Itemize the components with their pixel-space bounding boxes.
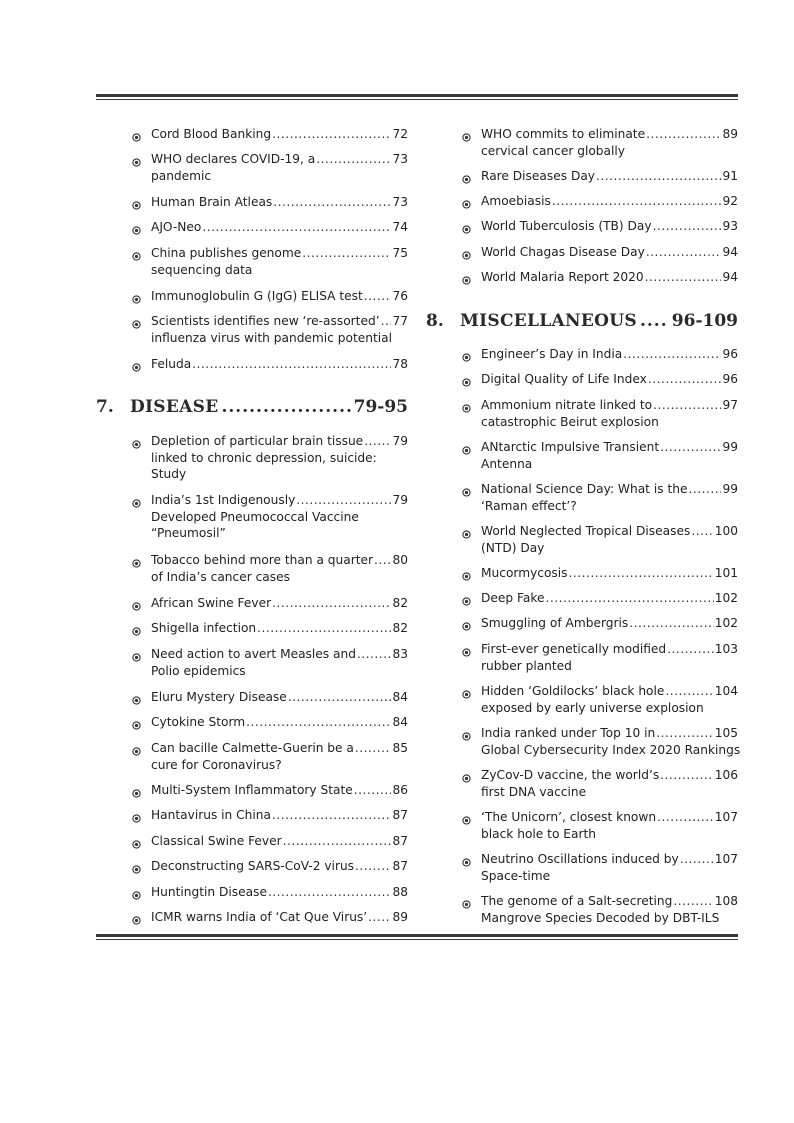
page-number: 73 (392, 195, 408, 209)
bullet-icon (132, 862, 141, 871)
dot-leader (552, 193, 722, 210)
entry-title: Amoebiasis (481, 194, 551, 208)
entry-title: ‘The Unicorn’, closest known (481, 810, 657, 824)
entry-title-continued: pandemic (151, 168, 212, 183)
bullet-icon (132, 888, 141, 897)
dot-leader (653, 218, 722, 235)
dot-leader (355, 740, 392, 757)
page-number: 107 (714, 810, 738, 824)
bullet-icon (462, 771, 471, 780)
entry-title: Scientists identifies new ‘re-assorted’ (151, 314, 380, 328)
page-number: 85 (392, 741, 408, 755)
page-number: 107 (714, 852, 738, 866)
page-number: 80 (392, 553, 408, 567)
bullet-icon (132, 811, 141, 820)
dot-leader (657, 809, 714, 826)
entry-title-continued: linked to chronic depression, suicide: (151, 450, 377, 465)
entry-title: Multi-System Inflammatory State (151, 783, 353, 797)
bullet-icon (462, 401, 471, 410)
bullet-icon (462, 813, 471, 822)
dot-leader (272, 595, 391, 612)
dot-leader (381, 313, 392, 330)
dot-leader (272, 807, 392, 824)
page-number: 96 (722, 347, 738, 361)
entry-title: Can bacille Calmette-Guerin be a (151, 741, 354, 755)
bullet-icon (132, 317, 141, 326)
dot-leader (202, 219, 391, 236)
entry-title: ANtarctic Impulsive Transient (481, 440, 660, 454)
entry-title-continued: influenza virus with pandemic potential (151, 330, 392, 345)
bullet-icon (462, 645, 471, 654)
section-title: DISEASE (130, 397, 219, 417)
page-number: 96 (722, 372, 738, 386)
bullet-icon (132, 198, 141, 207)
bullet-icon (132, 744, 141, 753)
page-number: 84 (392, 690, 408, 704)
entry-title-continued: cervical cancer globally (481, 143, 625, 158)
dot-leader (623, 346, 721, 363)
dot-leader (656, 725, 714, 742)
entry-title-continued: sequencing data (151, 262, 253, 277)
page-number: 84 (392, 715, 408, 729)
bullet-icon (462, 443, 471, 452)
bullet-icon (462, 855, 471, 864)
page-number: 106 (714, 768, 738, 782)
bullet-icon (462, 197, 471, 206)
entry-title: Huntingtin Disease (151, 885, 267, 899)
entry-title: India ranked under Top 10 in (481, 726, 656, 740)
entry-title: Cord Blood Banking (151, 127, 272, 141)
entry-title: Neutrino Oscillations induced by (481, 852, 679, 866)
page-number: 103 (714, 642, 738, 656)
bullet-icon (132, 292, 141, 301)
bullet-icon (462, 569, 471, 578)
page-number: 73 (392, 152, 408, 166)
dot-leader (272, 126, 391, 143)
entry-title-continued: exposed by early universe explosion (481, 700, 704, 715)
dot-leader (545, 590, 713, 607)
bullet-icon (462, 619, 471, 628)
page-number: 79 (392, 434, 408, 448)
entry-title-continued: catastrophic Beirut explosion (481, 414, 659, 429)
entry-title: Digital Quality of Life Index (481, 372, 647, 386)
bullet-icon (132, 556, 141, 565)
bullet-icon (132, 249, 141, 258)
entry-title: Rare Diseases Day (481, 169, 596, 183)
entry-title: Deconstructing SARS-CoV-2 virus (151, 859, 355, 873)
entry-title: Eluru Mystery Disease (151, 690, 287, 704)
entry-title: African Swine Fever (151, 596, 272, 610)
dot-leader (648, 371, 722, 388)
bullet-icon (462, 897, 471, 906)
page-number: 77 (392, 314, 408, 328)
dot-leader (673, 893, 713, 910)
bullet-icon (462, 222, 471, 231)
section-page-range: 79-95 (353, 397, 408, 417)
entry-title: First-ever genetically modified (481, 642, 667, 656)
dot-leader (296, 492, 391, 509)
entry-title: National Science Day: What is the (481, 482, 688, 496)
dot-leader (246, 714, 391, 731)
dot-leader (283, 833, 392, 850)
page-number: 76 (392, 289, 408, 303)
page-number: 105 (714, 726, 738, 740)
page-number: 104 (714, 684, 738, 698)
dot-leader (374, 552, 391, 569)
page-number: 86 (392, 783, 408, 797)
entry-title-continued: “Pneumosil” (151, 526, 226, 540)
dot-leader (354, 782, 392, 799)
dot-leader (288, 689, 392, 706)
page-number: 102 (714, 591, 738, 605)
section-heading-disease[interactable] (96, 397, 408, 417)
section-number: 8. (426, 311, 444, 331)
entry-title: Need action to avert Measles and (151, 647, 356, 661)
page-number: 97 (722, 398, 738, 412)
dot-leader (667, 641, 714, 658)
entry-title: China publishes genome (151, 246, 302, 260)
bullet-icon (462, 273, 471, 282)
dot-leader (355, 858, 391, 875)
entry-title-continued: Global Cybersecurity Index 2020 Rankings (481, 742, 741, 757)
bullet-icon (132, 837, 141, 846)
dot-leader (688, 481, 721, 498)
dot-leader (316, 151, 391, 168)
entry-title-continued: Polio epidemics (151, 663, 246, 678)
page-number: 99 (722, 482, 738, 496)
entry-title: Human Brain Atleas (151, 195, 273, 209)
entry-title: India’s 1st Indigenously (151, 493, 296, 507)
dot-leader (646, 126, 721, 143)
entry-title: World Chagas Disease Day (481, 245, 645, 259)
entry-title: Hantavirus in China (151, 808, 271, 822)
section-page-range: 96-109 (671, 311, 738, 331)
bullet-icon (462, 527, 471, 536)
bullet-icon (462, 594, 471, 603)
dot-leader (660, 767, 714, 784)
page-number: 108 (714, 894, 738, 908)
entry-title: WHO declares COVID-19, a (151, 152, 316, 166)
page-number: 82 (392, 621, 408, 635)
page-number: 100 (714, 524, 738, 538)
bullet-icon (132, 360, 141, 369)
page-number: 94 (722, 245, 738, 259)
dot-leader (368, 909, 391, 926)
page-number: 89 (392, 910, 408, 924)
bullet-icon (462, 375, 471, 384)
bullet-icon (462, 172, 471, 181)
bottom-rule (96, 934, 738, 940)
page-number: 102 (714, 616, 738, 630)
section-heading-miscellaneous[interactable] (426, 311, 738, 331)
entry-title: Feluda (151, 357, 192, 371)
entry-title: Mucormycosis (481, 566, 568, 580)
dot-leader (640, 311, 669, 331)
dot-leader (660, 439, 721, 456)
bullet-icon (132, 624, 141, 633)
page-number: 87 (392, 808, 408, 822)
entry-title: Tobacco behind more than a quarter (151, 553, 374, 567)
bullet-icon (132, 437, 141, 446)
page-number: 101 (714, 566, 738, 580)
top-rule (96, 94, 738, 100)
page-number: 87 (392, 834, 408, 848)
dot-leader (596, 168, 721, 185)
bullet-icon (462, 350, 471, 359)
entry-title: Smuggling of Ambergris (481, 616, 629, 630)
bullet-icon (462, 248, 471, 257)
dot-leader (364, 288, 392, 305)
dot-leader (268, 884, 392, 901)
bullet-icon (462, 729, 471, 738)
page-number: 93 (722, 219, 738, 233)
dot-leader (302, 245, 391, 262)
page-number: 72 (392, 127, 408, 141)
page-number: 99 (722, 440, 738, 454)
bullet-icon (132, 786, 141, 795)
bullet-icon (132, 650, 141, 659)
bullet-icon (462, 130, 471, 139)
page-number: 92 (722, 194, 738, 208)
page-number: 89 (722, 127, 738, 141)
page-number: 91 (722, 169, 738, 183)
dot-leader (680, 851, 714, 868)
page-number: 79 (392, 493, 408, 507)
entry-title: Engineer’s Day in India (481, 347, 623, 361)
bullet-icon (132, 913, 141, 922)
entry-title-continued: Study (151, 467, 187, 481)
dot-leader (273, 194, 391, 211)
section-title: MISCELLANEOUS (460, 311, 637, 331)
entry-title-continued: of India’s cancer cases (151, 569, 290, 584)
dot-leader (629, 615, 713, 632)
entry-title: World Malaria Report 2020 (481, 270, 644, 284)
entry-title-continued: first DNA vaccine (481, 784, 587, 799)
page-number: 82 (392, 596, 408, 610)
entry-title-continued: Developed Pneumococcal Vaccine (151, 509, 359, 524)
dot-leader (364, 433, 391, 450)
entry-title: Deep Fake (481, 591, 545, 605)
page-number: 74 (392, 220, 408, 234)
entry-title: ICMR warns India of ‘Cat Que Virus’ (151, 910, 368, 924)
dot-leader (645, 269, 722, 286)
dot-leader (653, 397, 721, 414)
dot-leader (221, 397, 350, 417)
entry-title: Depletion of particular brain tissue (151, 434, 364, 448)
entry-title: AJO-Neo (151, 220, 202, 234)
bullet-icon (132, 599, 141, 608)
entry-title-continued: Mangrove Species Decoded by DBT-ILS (481, 910, 720, 925)
bullet-icon (132, 223, 141, 232)
entry-title-continued: ‘Raman effect’? (481, 498, 577, 513)
entry-title: ZyCov-D vaccine, the world’s (481, 768, 660, 782)
entry-title-continued: cure for Coronavirus? (151, 757, 282, 772)
page-number: 94 (722, 270, 738, 284)
entry-title: The genome of a Salt-secreting (481, 894, 673, 908)
page-number: 87 (392, 859, 408, 873)
page-number: 83 (392, 647, 408, 661)
dot-leader (665, 683, 713, 700)
dot-leader (257, 620, 391, 637)
dot-leader (192, 356, 391, 373)
entry-title: Ammonium nitrate linked to (481, 398, 653, 412)
page-number: 75 (392, 246, 408, 260)
entry-title: World Tuberculosis (TB) Day (481, 219, 652, 233)
entry-title: Hidden ‘Goldilocks’ black hole (481, 684, 665, 698)
entry-title: Cytokine Storm (151, 715, 246, 729)
bullet-icon (132, 155, 141, 164)
entry-title-continued: rubber planted (481, 658, 572, 673)
entry-title-continued: Space-time (481, 868, 551, 883)
bullet-icon (132, 693, 141, 702)
entry-title-continued: black hole to Earth (481, 826, 596, 841)
bullet-icon (462, 687, 471, 696)
entry-title-continued: Antenna (481, 456, 533, 471)
section-number: 7. (96, 397, 114, 417)
page-number: 78 (392, 357, 408, 371)
entry-title: Immunoglobulin G (IgG) ELISA test (151, 289, 363, 303)
dot-leader (691, 523, 713, 540)
entry-title: Classical Swine Fever (151, 834, 282, 848)
dot-leader (646, 244, 722, 261)
dot-leader (569, 565, 714, 582)
bullet-icon (132, 718, 141, 727)
dot-leader (357, 646, 392, 663)
bullet-icon (462, 485, 471, 494)
entry-title-continued: (NTD) Day (481, 540, 545, 555)
page-number: 88 (392, 885, 408, 899)
bullet-icon (132, 496, 141, 505)
entry-title: WHO commits to eliminate (481, 127, 646, 141)
entry-title: World Neglected Tropical Diseases (481, 524, 691, 538)
entry-title: Shigella infection (151, 621, 257, 635)
bullet-icon (132, 130, 141, 139)
